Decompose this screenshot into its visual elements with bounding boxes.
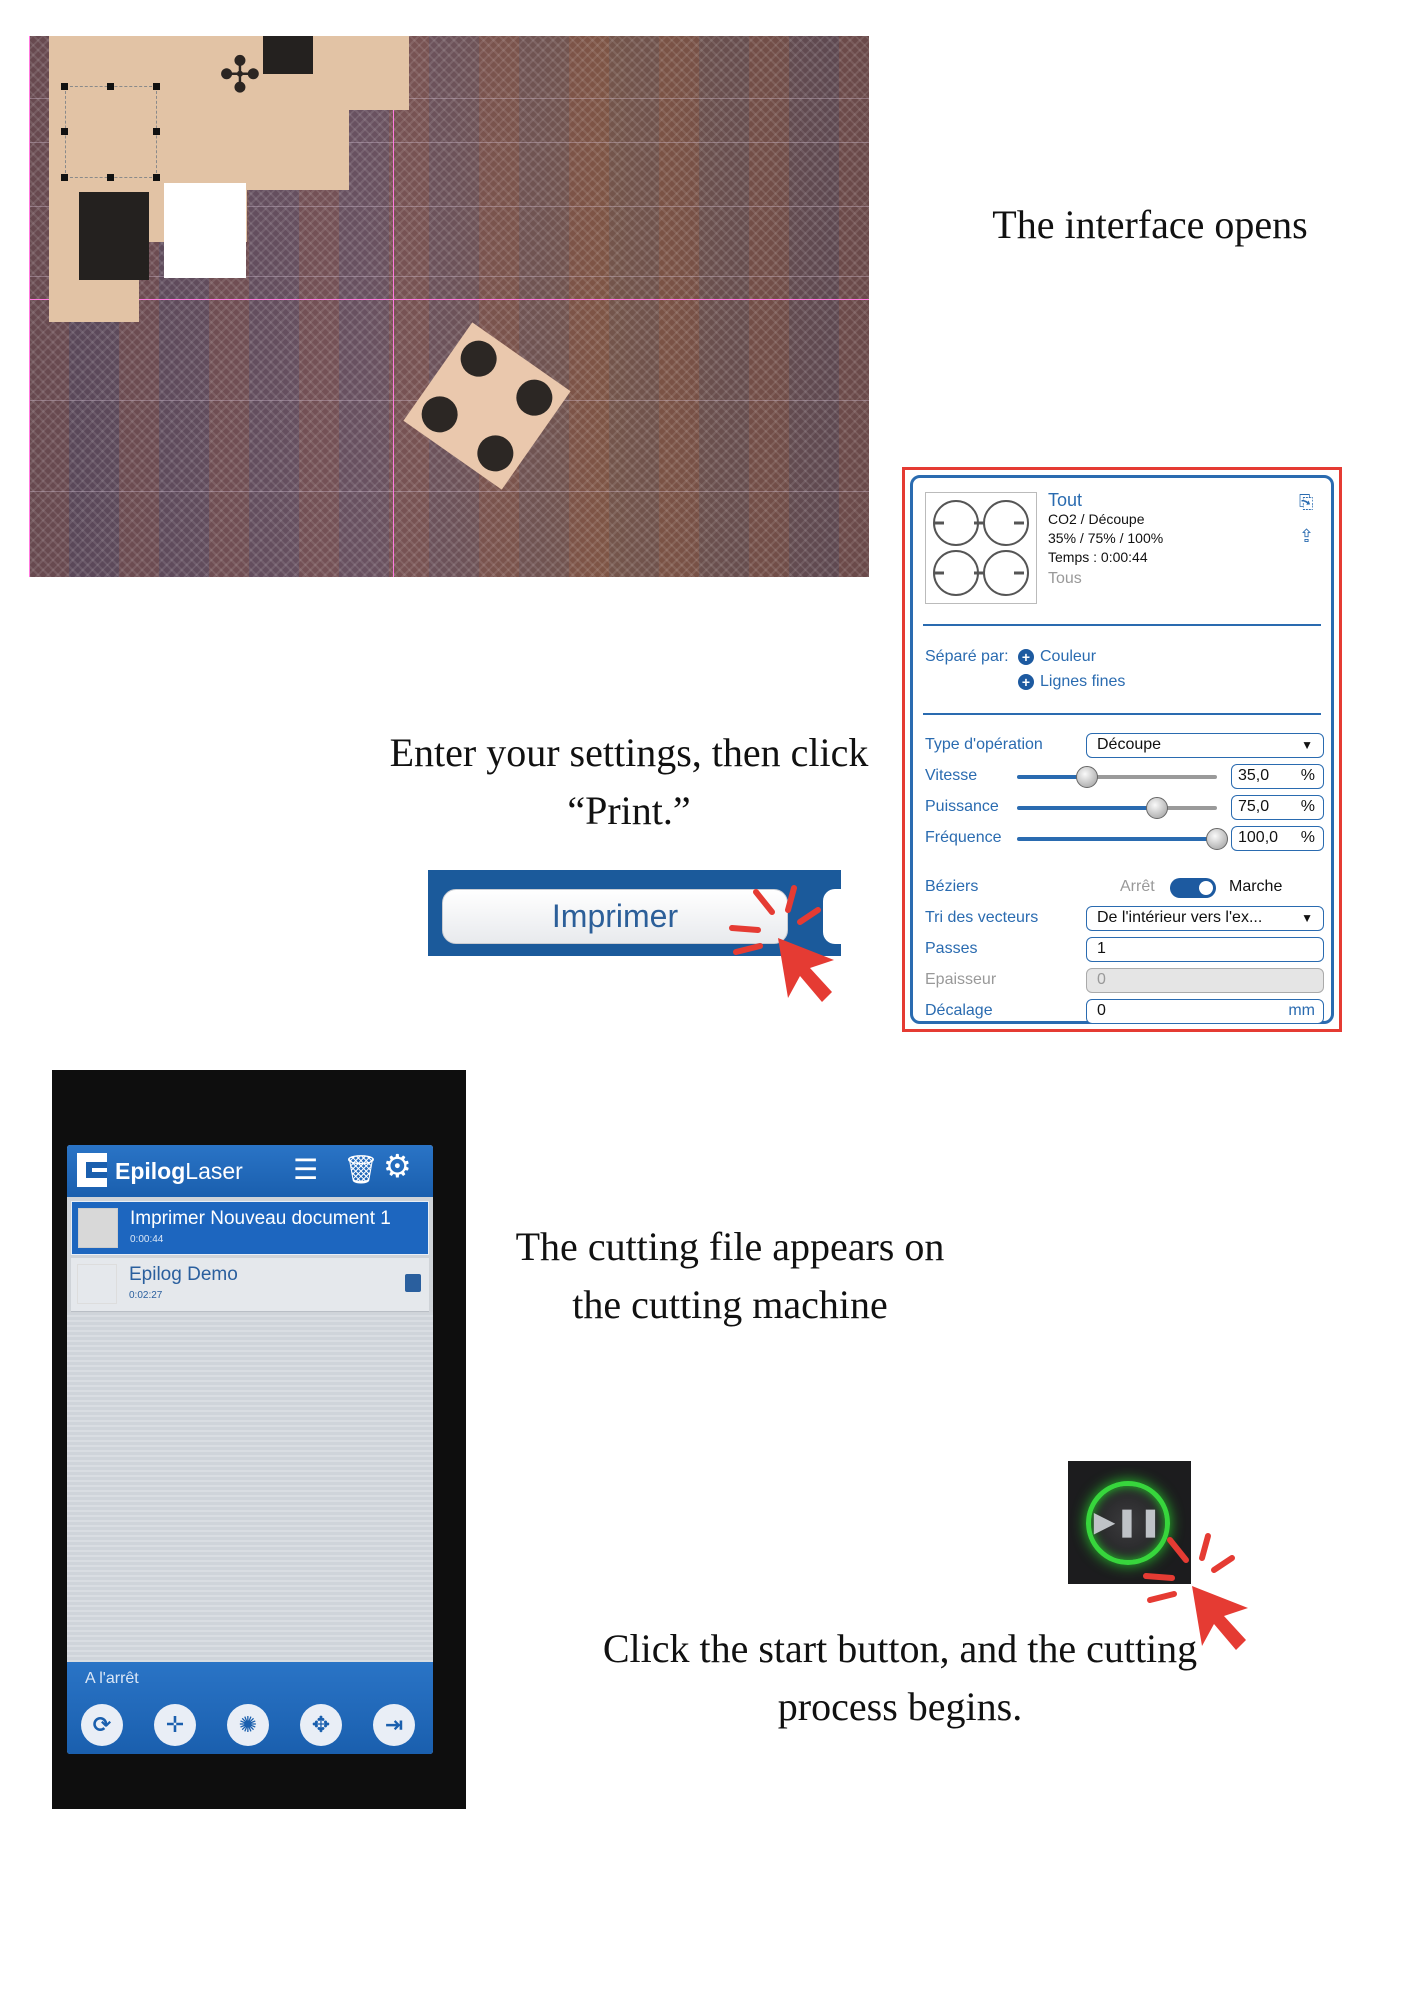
brand-logo-text: EpilogLaser (115, 1158, 243, 1184)
gear-icon[interactable]: ⚙ (383, 1148, 412, 1184)
separate-by-fine-lines-option[interactable]: + Lignes fines (1018, 673, 1125, 691)
puzzle-cutout: ✣ (219, 46, 261, 104)
speed-input[interactable]: 35,0 % (1231, 764, 1324, 789)
resize-handle[interactable] (153, 83, 160, 90)
separated-by-label: Séparé par: (925, 648, 1009, 665)
passes-label: Passes (925, 940, 978, 957)
epilog-logo-icon (77, 1153, 107, 1187)
trash-icon[interactable]: 🗑 (343, 1154, 379, 1185)
power-slider-fill (1017, 806, 1159, 810)
vector-sort-select[interactable]: De l'intérieur vers l'ex... ▼ (1086, 906, 1324, 931)
caption-cutting-file: The cutting file appears on the cutting machine (515, 1224, 945, 1327)
offset-input[interactable]: 0 mm (1086, 999, 1324, 1024)
design-selection-box[interactable] (65, 86, 157, 178)
caption-start-button: Click the start button, and the cutting process begins. (602, 1626, 1198, 1729)
dropdown-arrow-icon: ▼ (1301, 911, 1313, 925)
machine-footer (67, 1662, 433, 1754)
process-text: CO2 / Découpe (1048, 511, 1145, 527)
resize-handle[interactable] (153, 128, 160, 135)
power-label: Puissance (925, 798, 999, 815)
frequency-label: Fréquence (925, 829, 1002, 846)
selection-guide (29, 36, 30, 577)
print-button[interactable]: Imprimer (442, 889, 788, 944)
machine-status: A l'arrêt (85, 1670, 139, 1687)
bed-grid-line (29, 491, 869, 492)
settings-panel (910, 475, 1334, 1024)
bed-grid-line (29, 276, 869, 277)
selection-guide (393, 36, 394, 577)
offset-label: Décalage (925, 1002, 993, 1019)
passes-input[interactable]: 1 (1086, 937, 1324, 962)
caption-interface-opens: The interface opens (992, 202, 1308, 247)
selection-guide (29, 299, 869, 300)
play-pause-icon: ▶❚❚ (1093, 1505, 1163, 1538)
frequency-input[interactable]: 100,0 % (1231, 826, 1324, 851)
cut-square-piece (403, 322, 570, 489)
machine-touchscreen (67, 1145, 433, 1754)
laser-pointer-icon[interactable]: ✺ (227, 1704, 269, 1746)
beziers-on-label: Marche (1229, 878, 1283, 895)
beziers-toggle[interactable] (1170, 878, 1216, 898)
vector-sort-label: Tri des vecteurs (925, 909, 1039, 926)
job-row[interactable] (71, 1258, 429, 1312)
job-time: 0:00:44 (130, 1234, 164, 1245)
job-time: 0:02:27 (129, 1290, 163, 1301)
frequency-slider-knob[interactable] (1206, 828, 1228, 850)
job-title: Imprimer Nouveau document 1 (130, 1208, 391, 1229)
divider (923, 624, 1321, 626)
machine-screen-photo (52, 1070, 466, 1809)
settings-title: Tout (1048, 490, 1083, 510)
machine-header (67, 1145, 433, 1197)
speed-slider-track (1087, 775, 1217, 779)
cut-out-area (164, 183, 246, 278)
operation-type-select[interactable]: Découpe ▼ (1086, 733, 1324, 758)
speed-slider-knob[interactable] (1076, 766, 1098, 788)
speed-label: Vitesse (925, 767, 978, 784)
job-row-selected[interactable] (71, 1201, 429, 1255)
caption-enter-settings: Enter your settings, then click “Print.” (389, 730, 869, 833)
plus-icon: + (1018, 674, 1034, 690)
menu-list-icon[interactable]: ☰ (293, 1154, 319, 1185)
job-thumbnail (78, 1208, 118, 1248)
export-icon[interactable]: ⇪ (1299, 526, 1315, 546)
job-thumbnail (77, 1264, 117, 1304)
powers-text: 35% / 75% / 100% (1048, 530, 1164, 546)
resize-handle[interactable] (61, 83, 68, 90)
resize-handle[interactable] (61, 174, 68, 181)
beziers-label: Béziers (925, 878, 979, 895)
design-thumbnail (925, 492, 1037, 604)
job-list-empty-area (67, 1313, 433, 1662)
settings-panel-highlight (902, 467, 1342, 1032)
resize-handle[interactable] (153, 174, 160, 181)
divider (923, 713, 1321, 715)
operation-type-label: Type d'opération (925, 736, 1043, 753)
thickness-input: 0 (1086, 968, 1324, 993)
plus-icon: + (1018, 649, 1034, 665)
import-folder-icon[interactable]: ⎘ (1299, 492, 1314, 512)
click-cursor-icon (726, 880, 846, 1010)
save-icon[interactable] (405, 1274, 421, 1292)
power-input[interactable]: 75,0 % (1231, 795, 1324, 820)
time-text: Temps : 0:00:44 (1048, 549, 1148, 565)
power-slider-knob[interactable] (1146, 797, 1168, 819)
resize-handle[interactable] (107, 83, 114, 90)
job-title: Epilog Demo (129, 1264, 238, 1285)
beziers-off-label: Arrêt (1120, 878, 1155, 895)
cut-out-area (263, 36, 313, 74)
scope-text: Tous (1048, 570, 1082, 587)
jog-icon[interactable]: ✥ (300, 1704, 342, 1746)
dropdown-arrow-icon: ▼ (1301, 738, 1313, 752)
refresh-icon[interactable]: ⟳ (81, 1704, 123, 1746)
thickness-label: Epaisseur (925, 971, 997, 988)
resize-handle[interactable] (107, 174, 114, 181)
design-thumbnail-svg (926, 493, 1036, 603)
laser-bed-camera-view (29, 36, 869, 577)
separate-by-color-option[interactable]: + Couleur (1018, 648, 1096, 666)
resize-handle[interactable] (61, 128, 68, 135)
frequency-slider-fill (1017, 837, 1217, 841)
exit-icon[interactable]: ⇥ (373, 1704, 415, 1746)
focus-icon[interactable]: ✛ (154, 1704, 196, 1746)
cut-out-area (79, 192, 149, 280)
